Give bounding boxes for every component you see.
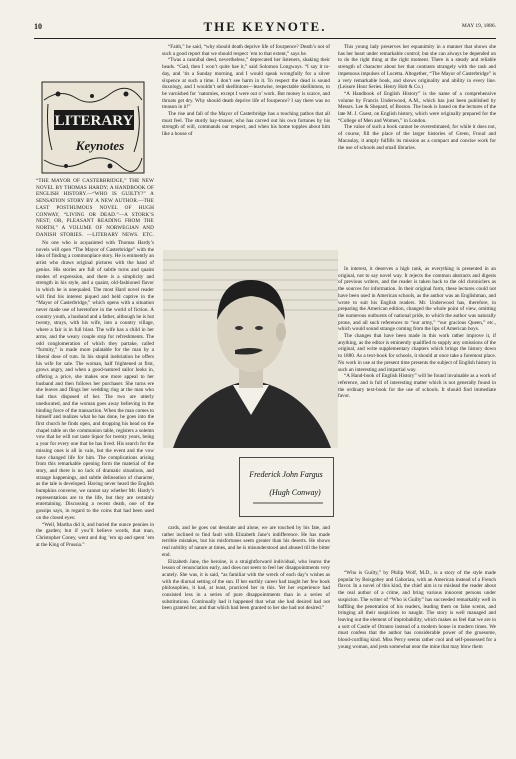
col3-paragraph-2: “A Handbook of English History” is the name of a comprehensive volume by Francis Underwood, A.M., which has just been published by Messrs. Lee & Shepard, of Boston. The book is based on the lectures of the late M. J. Guest, on English history, which were originally prepared for the “College of Men and Women,” in London. [338,90,496,124]
column-3-bottom [338,570,496,725]
col2-paragraph-5: Elizabeth Jane, the heroine, is a straightforward individual, who learns the lesson of renunciation early, and does not seem to feel her disappointments very acutely. She was, it is said, “as familiar with the wreck of each day’s wishes as with the diurnal setting of the sun. If her earthly career had taught her few book philosophies, it had, at least, practiced her in this. Yet her experience had consisted less in a series of pure disappointments than in a series of substitutions. Continually had it happened that what she had desired had not been granted her, and that which had been granted to her she had not desired.” [162,558,330,612]
col2-paragraph-3: The rise and fall of the Mayor of Casterbridge has a touching pathos that all must feel. The sturdy hay-trusser, who has carved out his own fortunes by his strength of will, commands our respect, and when his home topples about him like a house of [162,111,330,138]
column-3-narrow [338,266,496,566]
banner-line2: Keynotes [75,138,125,153]
col3-paragraph-1: This young lady preserves her equanimity in a manner that shows she has her heart under remarkable control; but she can always be depended on to do the right thing at the right moment. There is a steady and reliable strength of character about her that contrasts strangely with the rash and impetuous impulses of Lucetta. Altogether, “The Mayor of Casterbridge” is a very remarkable book, and shows originality and ability in every line. (Leisure Hour Series. Henry Holt & Co.) [338,44,496,91]
author-signature [239,457,334,517]
masthead-title: THE KEYNOTE. [203,19,327,34]
col1-paragraph-2: “Well, Martha did it, and buried the ounce pennies in the garden; but if you’ll believe words, that man, Christopher Coney, went and dug ’em up and spent ’em at the King of Prussia.” [36,521,154,548]
article-subheading: “THE MAYOR OF CASTERBRIDGE,” THE NEW NOVEL BY THOMAS HARDY; A HANDBOOK OF ENGLISH HISTORY.—“WHO IS GUILTY?” A SENSATION STORY BY A NEW AUTHOR.—THE LAST POSTHUMOUS NOVEL OF HUGH CONWAY, “LIVING OR DEAD.”—A STORK’S NEST; OR, PLEASANT READING FROM THE NORTH,” A VOLUME OF NORWEGIAN AND DANISH STORIES. —LITERARY NEWS, ETC. [36,178,154,236]
literary-keynotes-banner [40,80,146,175]
signature-line1: Frederick John Fargus [249,470,323,479]
column-1 [36,240,154,720]
col3-paragraph-7: “Who is Guilty,” by Philip Wolf, M.D., is a story of the style made popular by Boisgobey and Gaboriau, with an American instead of a French flavor. In a novel of this kind, the chief aim is to mislead the reader about the real author of a crime, and bring various innocent persons under suspicion. The writer of “Who is Guilty” has succeeded remarkably well in baffling the penetration of his readers, leading them on false scents, and bringing all their suspicions to naught. The story is well managed and leaving out the element of improbability, which makes us feel that we are in a sort of Castle of Otranto instead of a modern house in modern times. We must confess that the author has considerable power of the gruesome, blood-curdling kind. Miss Percy seems rather cool and self-possessed for a young woman, and jests somewhat near the mine that may blow them [338,570,496,650]
column-2-top [162,44,330,240]
page-header [34,19,496,36]
col2-paragraph-2: “Twas a cannibal deed, nevertheless,” deprecated her listeners, shaking their heads. “Gad, then I won’t quite hae it,” said Solomon Longways. “I say it to-day, and ’tis a Sunday morning, and I would speak wrongfully for a silver sixpence at such a time. I don’t see harm in it. To respect the dead is sound doxology, and I wouldn’t sell skellintons—leastwise, respectable skellintons, to be varnished for ’natomies, except I were out o’ work. But money is scarce, and throats get dry. Why should death deprive life of fourpence? I say there was no treason in it!” [162,57,330,111]
col3-paragraph-3: The value of such a book cannot be overestimated, for while it does not, of course, fill the place of the larger histories of Green, Froud and Macaulay, it amply fulfills its mission as a compact and concise work for the use of schools and small libraries. [338,124,496,151]
col2-paragraph-1: “Faith,” he said, “why should death deprive life of fourpence? Death’s not of such a good report that we should respect ’em to that extent,” says he. [162,44,330,57]
issue-date: MAY 19, 1886. [461,23,496,29]
page-number: 10 [34,22,42,31]
article-subheading-block [36,178,154,236]
col3-paragraph-5: The changes that have been made in this work rather improve it, if anything, as the editor is eminently qualified to supply any omissions of the original, and write supplementary chapters which brings the history down to 1880. As a text-book for schools, it should at once take a foremost place. No work in use at the present time presents the subject of English history in such an interesting and impartial way. [338,333,496,373]
banner-line1: LITERARY [54,113,134,129]
column-2-bottom [162,525,330,725]
signature-line2: (Hugh Conway) [269,488,321,497]
col3-paragraph-4: In interest, it deserves a high rank, as everything is presented in an original, not to say novel way. It rejects the common abstracts and digests of previous writers, and the reader is taken back to the old chroniclers as the sources for information. In their original form, these lectures could not have been used in American schools, as the author was an Englishman, and wrote to suit his English readers. Mr. Underwood has, therefore, in preparing the American edition, changed the whole point of view, omitting the numerous outbursts of national pride, to which the author was naturally prone, and all such references to “our army,” “our gracious Queen,” etc., which would sound strange coming from the lips of American boys. [338,266,496,333]
portrait-engraving [163,250,338,448]
col2-paragraph-4: cards, and he goes out desolate and alone, we are touched by his fate, and rather inclined to find fault with Elizabeth Jane’s indifference. He has made terrible mistakes, but his misfortunes seem greater than his deserts. He shows real nobility of nature at times, and he is misunderstood and abused till the bitter end. [162,525,330,558]
column-3-top [338,44,496,264]
col3-paragraph-6: “A Hand-book of English History” will be found invaluable as a work of reference, and is full of interesting matter which is not generally found in the ordinary text-book for the use of schools. It should find immediate favor. [338,373,496,400]
header-rule [34,38,496,39]
col1-paragraph-1: No one who is acquainted with Thomas Hardy’s novels will open “The Mayor of Casterbridge” with the idea of finding a commonplace story. He is eminently an artist who draws original pictures with the hand of genius. His stories are full of subtle turns and quaint modes of expression, and there is a simplicity and strength in his style, and a quaint, old-fashioned flavor in which he is unequaled. The most Hard novel reader will find his interest piqued and held captive in the “Mayor of Casterbridge,” which opens with a situation never made use of heretofore in the world of fiction. A country youth, a husband and a father, although he is but twenty, strays, with his wife, into a country village, where a fair is in full blast. The wife has a child in her arms, and the weary couple stop for refreshments. The odd conglomeration of which they partake, called “furmity,” is made more palatable for the man by a liberal dose of rum. In his stupid inebriation he offers his wife for sale. The woman, half frightened at first, grows angry, and when a good-natured sailor looks in, offering a price, she makes one more appeal to her husband and then follows her purchaser. She turns ere she leaves and flings her wedding ring at the man who had thus disposed of her. The two are utterly uneducated, and the woman goes away believing in the binding force of the transaction. When the man comes to himself and realizes what he has done, he goes into the first church he finds open, and dropping his head on the chapel table on the communion table, registers a solemn vow that he will not taste liquor for twenty years, being a year for every one that he has lived. His search for the missing ones is all in vain, but the event and the vow have changed life for him. The complications arising from this remarkable opening form the material of the story, and there is no lack of dramatic situations, and strange happenings, and subtle delineation of character, as the tale is developed. Having never heard the English bumpkins converse, we cannot say whether Mr. Hardy’s representations are to the life, but they are certainly entertaining. Discussing a recent death, one of the gossips says, in regard to the coins that had been used on the closed eyes: [36,240,154,521]
